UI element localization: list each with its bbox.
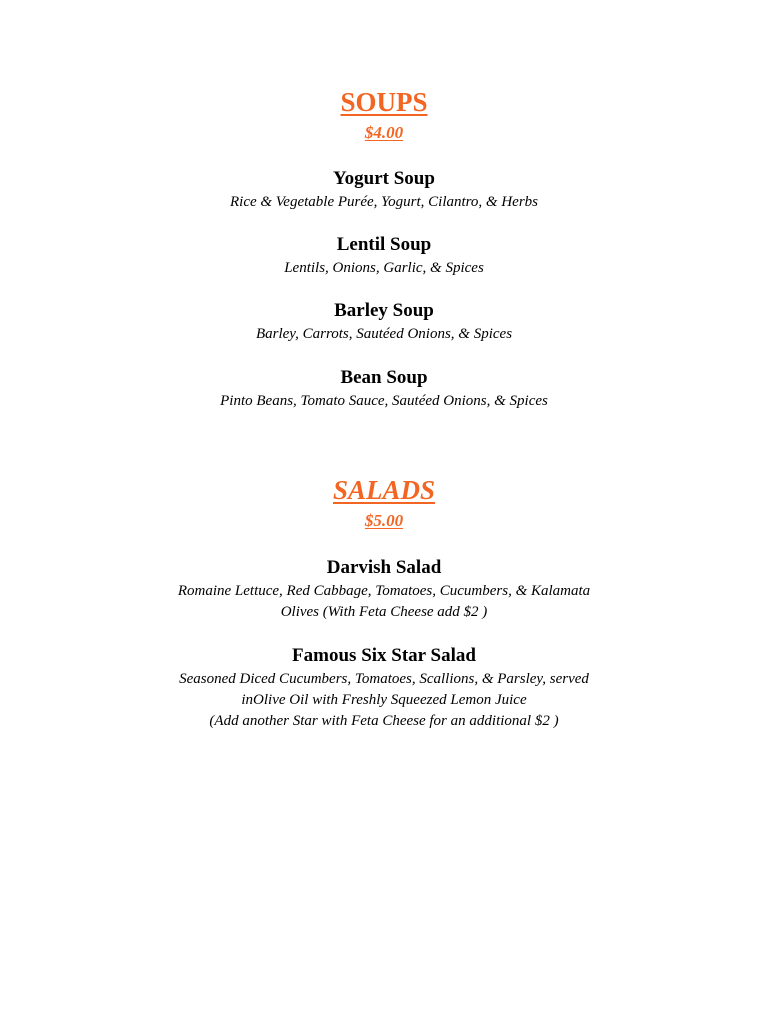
salads-price: $5.00 [364,511,404,530]
item-description-line: inOlive Oil with Freshly Squeezed Lemon Juice [241,692,527,708]
item-name: Barley Soup [334,300,434,321]
item-description-line: Seasoned Diced Cucumbers, Tomatoes, Scallions, & Parsley, served [179,671,589,687]
menu-item-barley-soup [0,300,768,345]
soups-heading: SOUPS [340,87,428,117]
item-description [104,669,664,732]
soups-price: $4.00 [364,123,404,142]
item-description-line: Romaine Lettuce, Red Cabbage, Tomatoes, Cucumbers, & Kalamata [177,583,591,599]
menu-item-bean-soup [0,367,768,412]
menu-item-lentil-soup [0,234,768,279]
item-name: Famous Six Star Salad [292,645,476,666]
menu-item-six-star-salad [0,645,768,732]
item-name: Bean Soup [340,367,428,388]
item-description: Rice & Vegetable Purée, Yogurt, Cilantro, & Herbs [229,194,539,210]
item-description: Lentils, Onions, Garlic, & Spices [284,260,484,276]
item-name: Darvish Salad [326,557,442,578]
item-description-line: (Add another Star with Feta Cheese for an additional $2 ) [209,713,559,729]
item-description-line: Olives (With Feta Cheese add $2 ) [280,604,488,620]
item-name: Yogurt Soup [333,168,435,189]
item-name: Lentil Soup [336,234,432,255]
menu-item-darvish-salad [0,557,768,623]
menu-item-yogurt-soup [0,168,768,213]
item-description: Pinto Beans, Tomato Sauce, Sautéed Onions, & Spices [220,393,548,409]
item-description [104,581,664,623]
salads-heading: SALADS [332,475,436,505]
item-description: Barley, Carrots, Sautéed Onions, & Spices [255,326,513,342]
